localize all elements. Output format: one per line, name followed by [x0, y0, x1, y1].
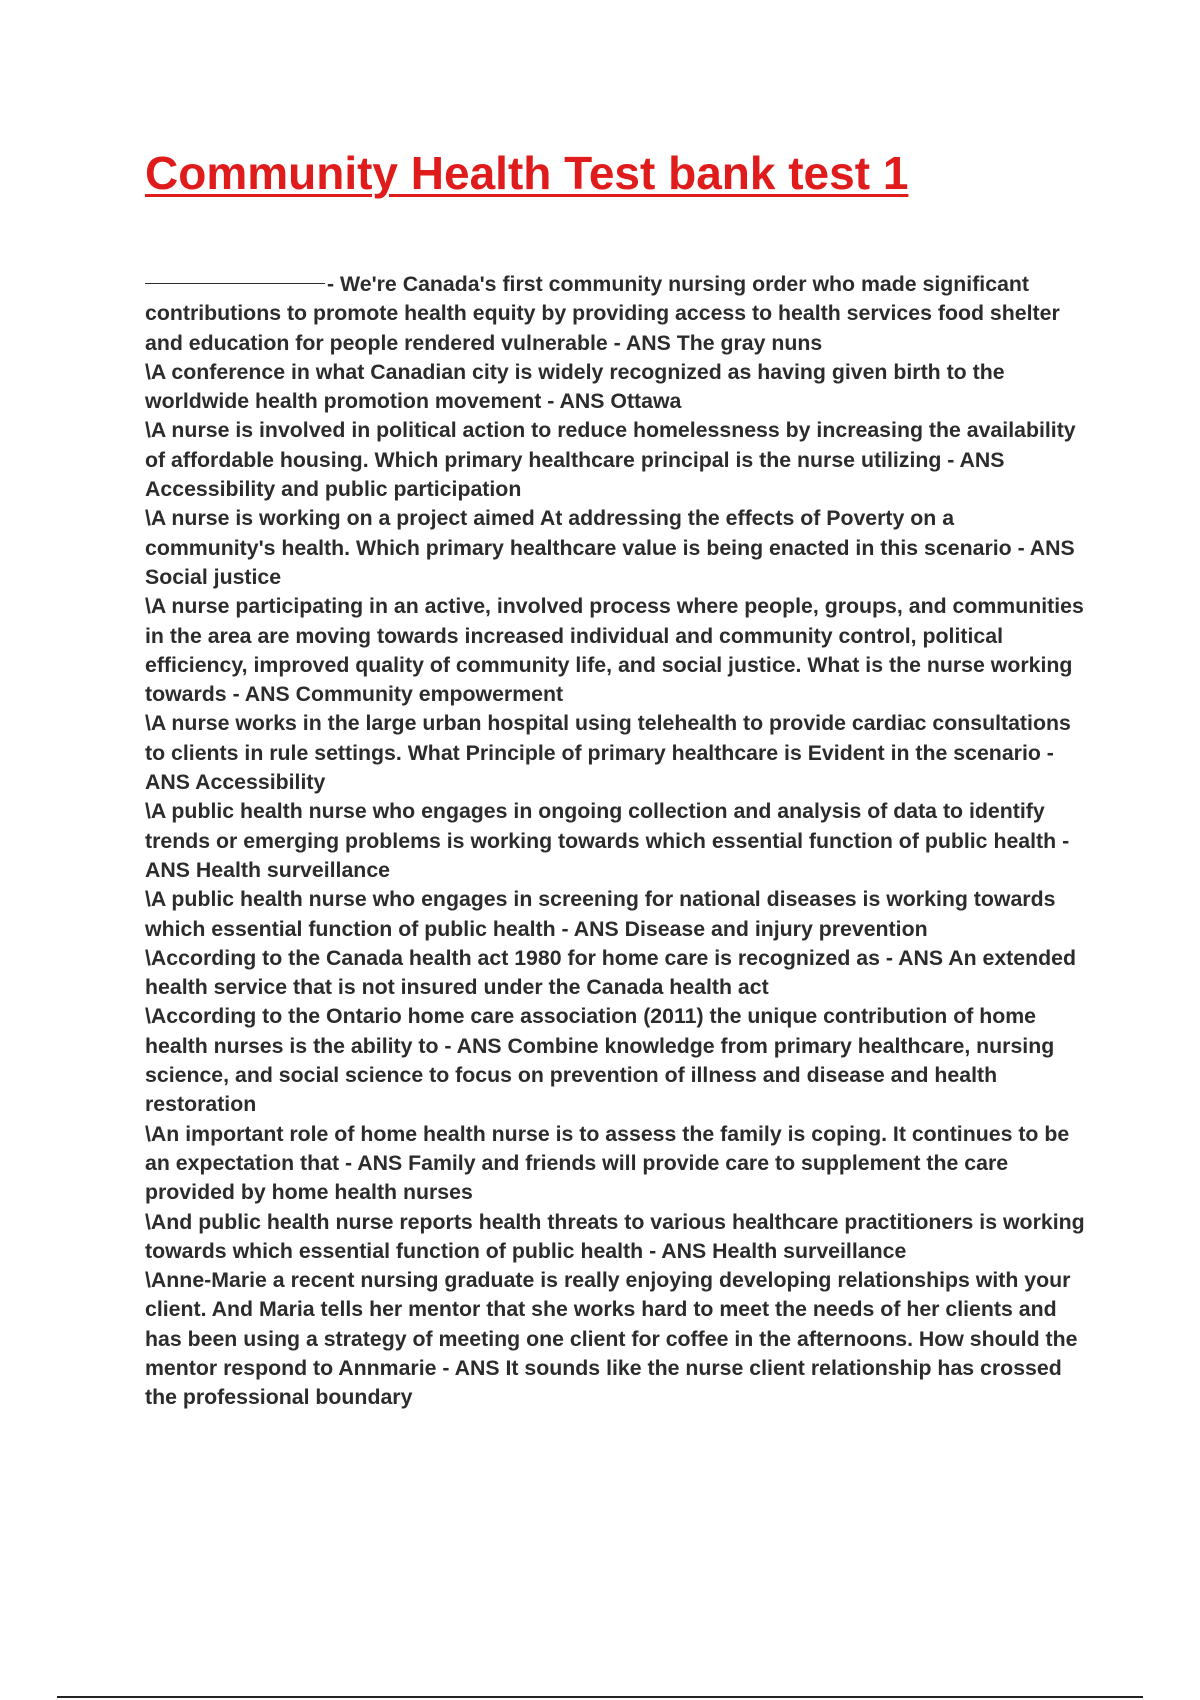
qa-entry-text: We're Canada's first community nursing order who made significant contributions to promote health equity by providing access to health services food shelter and education for people rendered vulnerable - ANS The gray nuns	[145, 272, 1060, 355]
qa-entry: \A public health nurse who engages in ongoing collection and analysis of data to identify trends or emerging problems is working towards which essential function of public health - ANS Health surveillance	[145, 799, 1070, 882]
qa-entry: \A public health nurse who engages in screening for national diseases is working towards which essential function of public health - ANS Disease and injury prevention	[145, 887, 1056, 941]
qa-entry	[145, 270, 1090, 358]
footer-divider	[57, 1696, 1143, 1698]
qa-entry: \According to the Ontario home care association (2011) the unique contribution of home health nurses is the ability to - ANS Combine knowledge from primary healthcare, nursing science, and social science to focus on prevention of illness and disease and health restoration	[145, 1004, 1055, 1117]
qa-entry: \Anne-Marie a recent nursing graduate is really enjoying developing relationships with your client. And Maria tells her mentor that she works hard to meet the needs of her clients and has been using a strategy of meeting one client for coffee in the afternoons. How should the mentor respond to Annmarie - ANS It sounds like the nurse client relationship has crossed the professional boundary	[145, 1268, 1078, 1410]
blank-line-end: -	[327, 272, 335, 296]
qa-entry: \A nurse works in the large urban hospital using telehealth to provide cardiac consultations to clients in rule settings. What Principle of primary healthcare is Evident in the scenario - ANS Accessibility	[145, 711, 1071, 795]
qa-entry: \A nurse is involved in political action to reduce homelessness by increasing the availability of affordable housing. Which primary healthcare principal is the nurse utilizing - ANS Accessibility and public participation	[145, 418, 1076, 502]
qa-entry: \A nurse is working on a project aimed At addressing the effects of Poverty on a community's health. Which primary healthcare value is being enacted in this scenario - ANS Social justice	[145, 506, 1075, 589]
qa-entry: \And public health nurse reports health threats to various healthcare practitioners is working towards which essential function of public health - ANS Health surveillance	[145, 1209, 1085, 1263]
qa-entry: \An important role of home health nurse is to assess the family is coping. It continues to be an expectation that - ANS Family and friends will provide care to supplement the care provided by home health nurses	[145, 1121, 1070, 1205]
qa-entry: \A nurse participating in an active, involved process where people, groups, and communities in the area are moving towards increased individual and community control, political efficiency, improved quality of community life, and social justice. What is the nurse working towards - ANS Community empowerment	[145, 594, 1084, 707]
qa-entry: \A conference in what Canadian city is widely recognized as having given birth to the worldwide health promotion movement - ANS Ottawa	[145, 359, 1005, 414]
document-title: Community Health Test bank test 1	[145, 147, 909, 199]
blank-line	[145, 283, 325, 284]
qa-list	[145, 270, 1090, 1413]
qa-entry: \According to the Canada health act 1980 for home care is recognized as - ANS An extended health service that is not insured under the Canada health act	[145, 945, 1076, 1000]
